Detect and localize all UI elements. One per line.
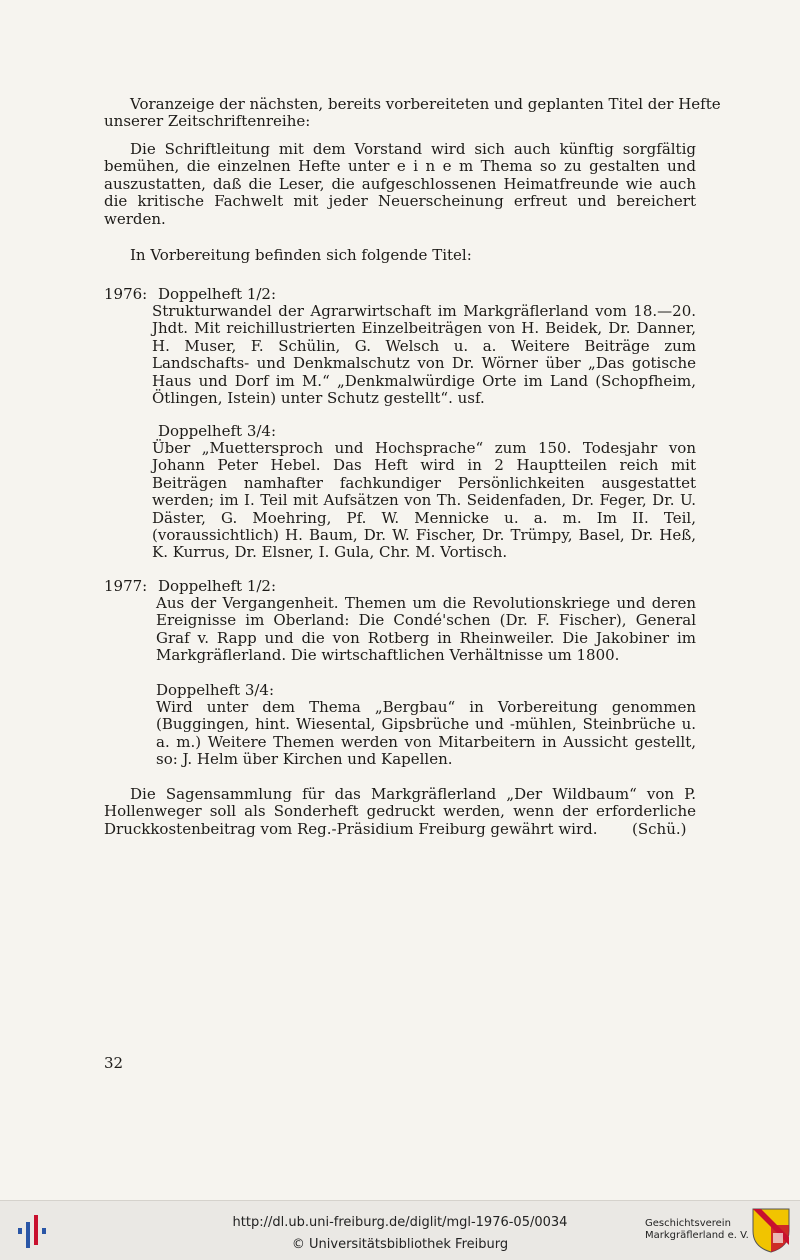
heft-1977-3-4-title: Doppelheft 3/4: bbox=[156, 681, 275, 699]
heft-1976-3-4-text: Über „Muettersproch und Hochsprache“ zum 150. Todesjahr von Johann Peter Hebel. Das Heft wird in 2 Hauptteilen reich mit Beiträgen namhafter fachkundiger Persönlichkeiten ausgestattet werden; im I. Teil mit Aufsätzen von Th. Seidenfaden, Dr. Feger, Dr. U. Däster, G. Moehring, Pf. W. Mennicke u. a. m. Im II. Teil, (voraussichtlich) H. Baum, Dr. W. Fischer, Dr. Trümpy, Basel, Dr. Heß, K. Kurrus, Dr. Elsner, I. Gula, Chr. M. Vortisch. bbox=[152, 439, 696, 562]
year-1977-label: 1977: bbox=[104, 577, 148, 595]
heft-1976-3-4-title: Doppelheft 3/4: bbox=[158, 422, 277, 440]
page-number: 32 bbox=[104, 1054, 124, 1072]
heft-1976-1-2-text: Strukturwandel der Agrarwirtschaft im Markgräflerland vom 18.—20. Jhdt. Mit reichillustrierten Einzelbeiträgen von H. Beidek, Dr. Danner, H. Muser, F. Schülin, G. Welsch u. a. Weitere Beiträge zum Landschafts- und Denkmalschutz von Dr. Wörner über „Das gotische Haus und Dorf im M.“ „Denkmalwürdige Orte im Land (Schopfheim, Ötlingen, Istein) unter Schutz gestellt“. usf. bbox=[152, 302, 696, 408]
intro-paragraph: Die Schriftleitung mit dem Vorstand wird sich auch künftig sorgfältig bemühen, die einzelnen Hefte unter e i n e m Thema so zu gestalten und auszustatten, daß die Leser, die aufgeschlossenen Heimatfreunde wie auch die kritische Fachwelt mit jeder Neuerscheinung erfreut und bereichert werden. bbox=[104, 140, 696, 228]
heft-1977-1-2-text: Aus der Vergangenheit. Themen um die Revolutionskriege und deren Ereignisse im Oberland: Die Condé'schen (Dr. F. Fischer), General Graf v. Rapp und die von Rotberg in Rheinweiler. Die Jakobiner im Markgräflerland. Die wirtschaftlichen Verhältnisse um 1800. bbox=[156, 594, 696, 665]
heft-1976-1-2-title: Doppelheft 1/2: bbox=[158, 285, 277, 303]
coat-of-arms-icon[interactable] bbox=[751, 1207, 791, 1253]
intro-line-1: Voranzeige der nächsten, bereits vorbereiteten und geplanten Titel der Hefte bbox=[130, 95, 721, 113]
author-signature: (Schü.) bbox=[632, 820, 687, 838]
society-line-2: Markgräflerland e. V. bbox=[645, 1230, 749, 1241]
society-name bbox=[645, 1218, 749, 1242]
intro-line-2: unserer Zeitschriftenreihe: bbox=[104, 112, 311, 130]
footer-bar bbox=[0, 1200, 800, 1260]
preparation-heading: In Vorbereitung befinden sich folgende Titel: bbox=[130, 246, 472, 264]
heft-1977-3-4-text: Wird unter dem Thema „Bergbau“ in Vorbereitung genommen (Buggingen, hint. Wiesental, Gipsbrüche und -mühlen, Steinbrüche u. a. m.) Weitere Themen werden von Mitarbeitern in Aussicht gestellt, so: J. Helm über Kirchen und Kapellen. bbox=[156, 698, 696, 769]
document-url-link[interactable]: http://dl.ub.uni-freiburg.de/diglit/mgl-1976-05/0034 bbox=[232, 1215, 568, 1230]
copyright-text: © Universitätsbibliothek Freiburg bbox=[291, 1237, 509, 1252]
year-1976-label: 1976: bbox=[104, 285, 148, 303]
society-line-1: Geschichtsverein bbox=[645, 1218, 731, 1229]
heft-1977-1-2-title: Doppelheft 1/2: bbox=[158, 577, 277, 595]
closing-paragraph: Die Sagensammlung für das Markgräflerland „Der Wildbaum“ von P. Hollenweger soll als Sonderheft gedruckt werden, wenn der erforderliche Druckkostenbeitrag vom Reg.-Präsidium Freiburg gewährt wird. bbox=[104, 785, 696, 838]
